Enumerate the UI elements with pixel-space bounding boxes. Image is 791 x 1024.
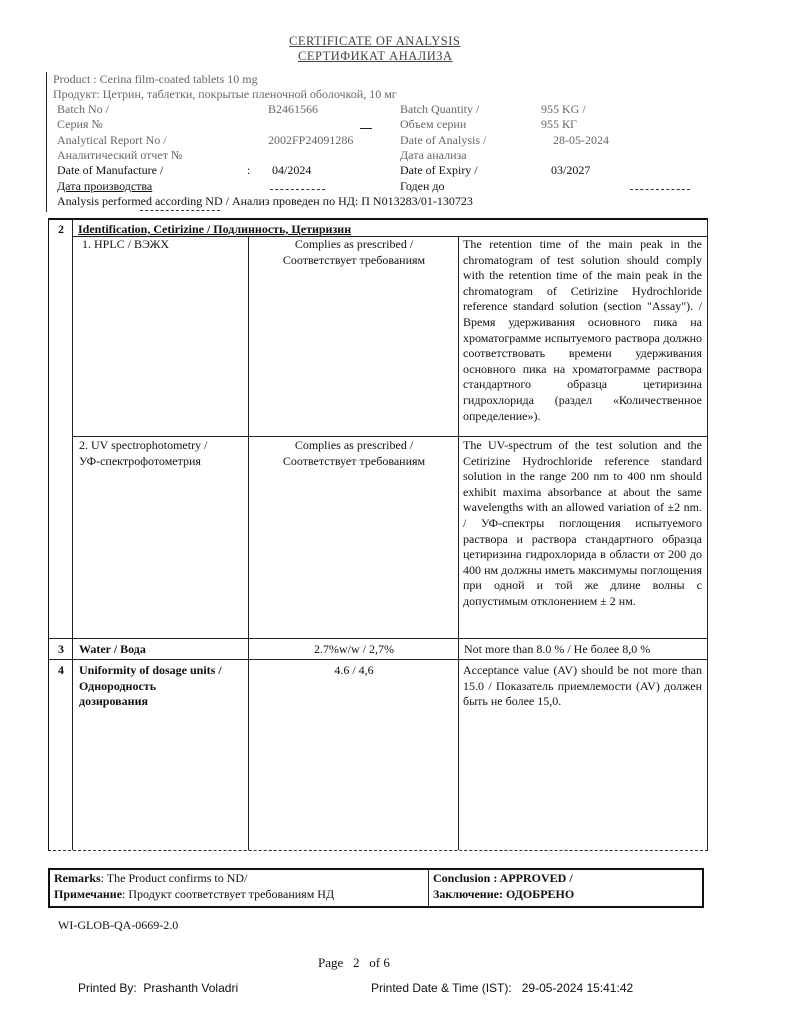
doe-label-en: Date of Expiry / (400, 163, 478, 177)
test-3-num: 3 (58, 642, 64, 656)
product-ru: Продукт: Цетрин, таблетки, покрытые пленочной оболочкой, 10 мг (53, 87, 397, 101)
uv-name-ru: УФ-спектрофотометрия (79, 453, 201, 468)
batch-label-ru: Серия № (57, 117, 103, 131)
printed-date: Printed Date & Time (IST): 29-05-2024 15:41:42 (371, 981, 634, 995)
analysis-performed: Analysis performed according ND / Анализ проведен по НД: П N013283/01-130723 (57, 194, 473, 208)
water-name: Water / Вода (79, 642, 146, 656)
uv-result-en: Complies as prescribed / (294, 438, 414, 452)
uniformity-name-l2: Однородность (79, 678, 157, 693)
uv-spec: The UV-spectrum of the test solution and the Cetirizine Hydrochloride reference standard solution in the range 200 nm to 400 nm should exhibit maxima absorbance at about the same wavelengths with an allowed variation of ±2 nm. / УФ-спектры поглощения испытуемого раствора и раствора стандартного образца цетиризина гидрохлорида в области от 200 до 400 нм должны иметь максимумы поглощения при одной и той же длине волны с допустимым отклонением ± 2 нм. (463, 438, 702, 608)
hplc-name: 1. HPLC / ВЭЖХ (82, 237, 170, 251)
uv-result-ru: Соответствует требованиям (282, 453, 426, 468)
product-en: Product : Cerina film-coated tablets 10 mg (53, 72, 258, 86)
water-spec: Not more than 8.0 % / Не более 8,0 % (464, 642, 651, 656)
report-label-en: Analytical Report No / (57, 133, 167, 147)
printed-by: Printed By: Prashanth Voladri (78, 981, 239, 995)
doe-value: 03/2027 (551, 163, 591, 177)
dom-label-ru: Дата производства (57, 179, 153, 193)
uniformity-name-l3: дозирования (79, 694, 148, 709)
dom-label-en: Date of Manufacture / (57, 163, 164, 177)
qty-label-ru: Объем серии (400, 117, 467, 131)
hplc-result-en: Complies as prescribed / (294, 237, 414, 251)
qty-value-ru: 955 КГ (541, 117, 577, 131)
test-2-heading: Identification, Cetirizine / Подлинность, Цетиризин (78, 222, 352, 236)
doa-value: 28-05-2024 (553, 133, 609, 147)
hplc-result-ru: Соответствует требованиям (282, 252, 426, 267)
test-4-num: 4 (58, 663, 64, 677)
uniformity-name-l1: Uniformity of dosage units / (79, 663, 222, 677)
conclusion-ru: Заключение: ОДОБРЕНО (433, 887, 575, 901)
uv-name-en: 2. UV spectrophotometry / (79, 438, 208, 452)
title-en: CERTIFICATE OF ANALYSIS (289, 34, 461, 48)
qty-label-en: Batch Quantity / (400, 102, 480, 116)
doe-label-ru: Годен до (400, 179, 445, 193)
doa-label-ru: Дата анализа (400, 148, 467, 162)
conclusion-en: Conclusion : APPROVED / (433, 871, 573, 885)
doc-code: WI-GLOB-QA-0669-2.0 (58, 918, 179, 932)
dom-value: 04/2024 (272, 163, 312, 177)
water-result: 2.7%w/w / 2,7% (314, 642, 394, 656)
page-number: Page 2 of 6 (318, 955, 390, 970)
batch-value: B2461566 (268, 102, 319, 116)
doa-label-en: Date of Analysis / (400, 133, 487, 147)
uniformity-result: 4.6 / 4,6 (334, 663, 374, 677)
hplc-spec: The retention time of the main peak in the chromatogram of test solution should comply with the retention time of the main peak in the chromatogram of Cetirizine Hydrochloride reference standard solution (section "Assay"). / Время удерживания основного пика на хроматограмме испытуемого раствора должно соответствовать времени удерживания основного пика на хроматограмме раствора стандартного образца цетиризина гидрохлорида (раздел «Количественное определение»). (463, 237, 702, 423)
test-2-num: 2 (58, 222, 64, 236)
remarks-ru: Примечание: Продукт соответствует требованиям НД (54, 887, 335, 901)
report-value: 2002FP24091286 (268, 133, 354, 147)
batch-label-en: Batch No / (57, 102, 109, 116)
report-label-ru: Аналитический отчет № (57, 148, 183, 162)
dom-colon: : (247, 163, 251, 177)
remarks-en: Remarks: The Product confirms to ND/ (54, 871, 248, 885)
qty-value-en: 955 KG / (541, 102, 586, 116)
title-ru: СЕРТИФИКАТ АНАЛИЗА (298, 49, 453, 63)
uniformity-spec: Acceptance value (AV) should be not more than 15.0 / Показатель приемлемости (AV) должен быть не более 15,0. (463, 663, 702, 709)
